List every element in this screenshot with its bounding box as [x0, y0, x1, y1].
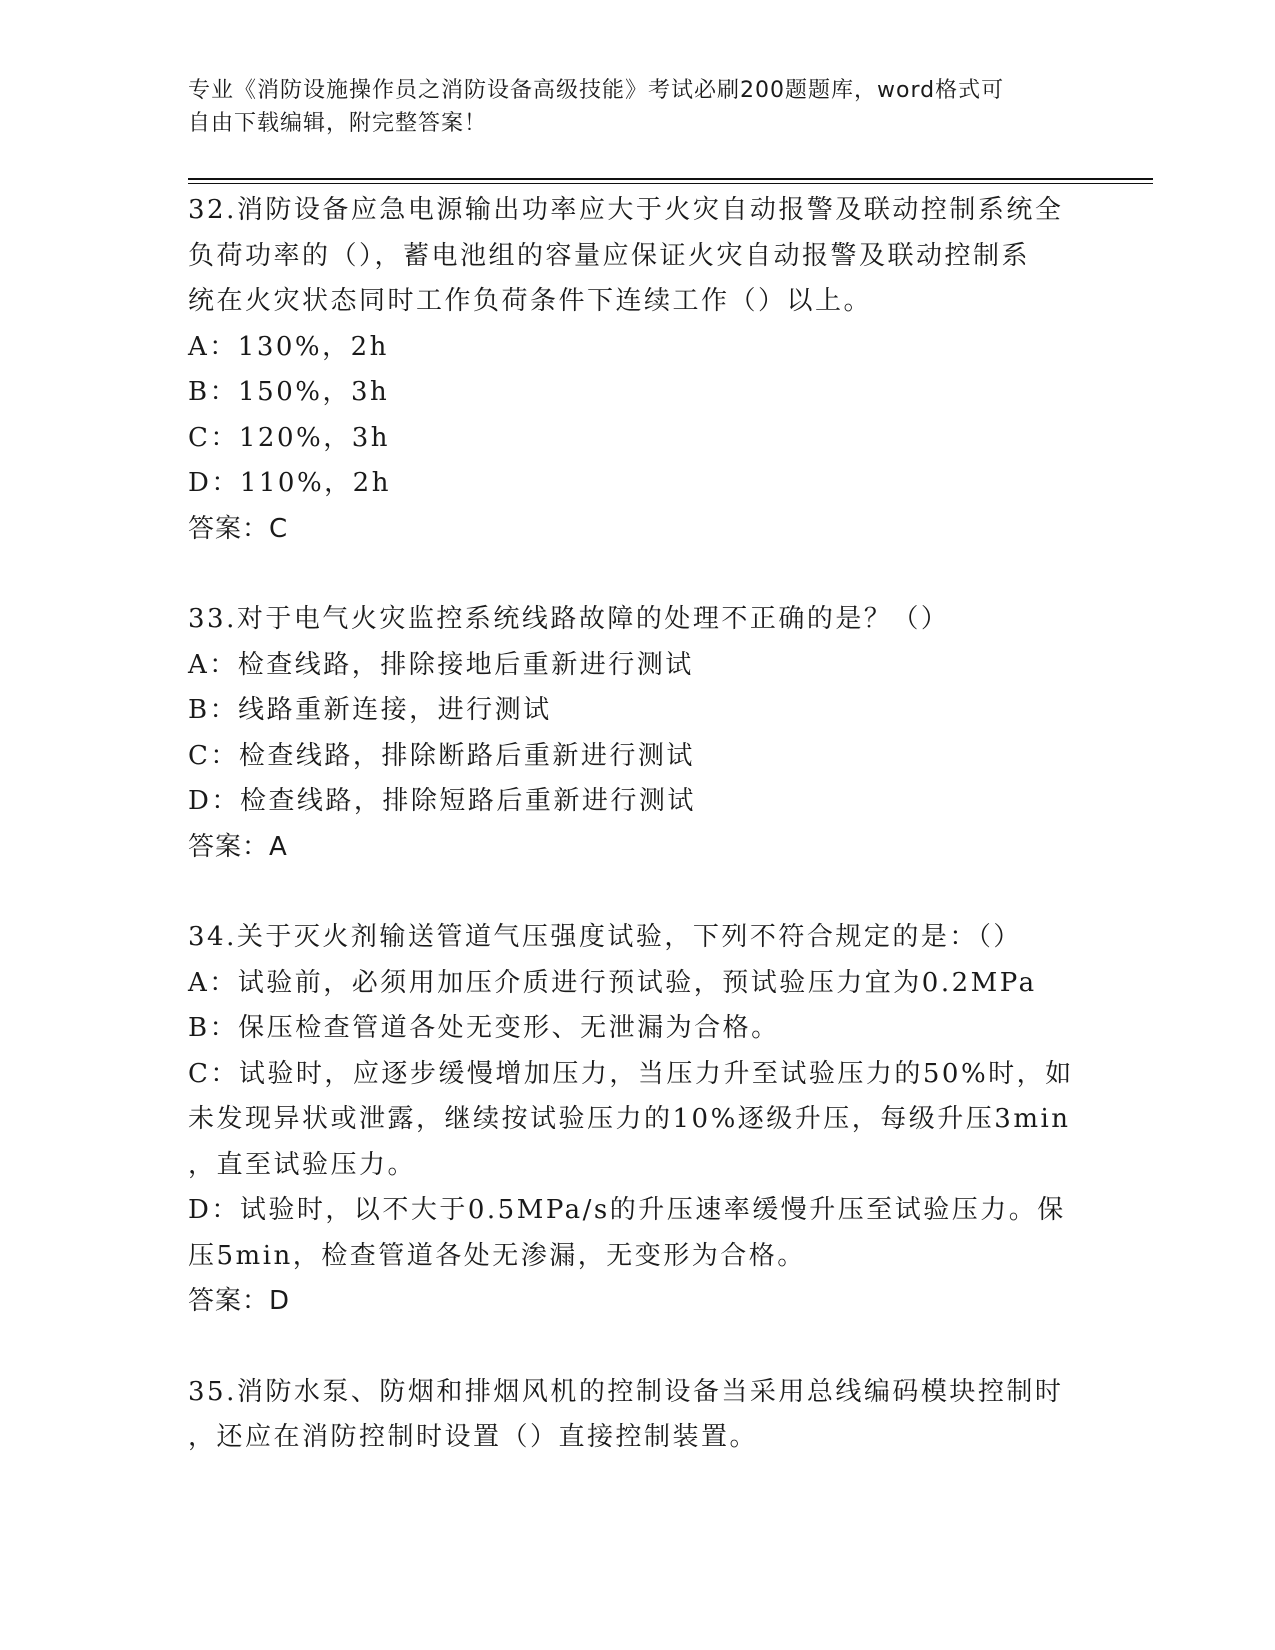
- stem-line: 统在火灾状态同时工作负荷条件下连续工作（）以上。: [188, 286, 873, 316]
- question-stem: [188, 188, 1088, 325]
- option-c: C：检查线路，排除断路后重新进行测试: [188, 740, 695, 771]
- question-33: [188, 597, 1088, 870]
- question-stem: [188, 597, 1088, 643]
- option-line: ，直至试验压力。: [188, 1149, 417, 1180]
- question-stem: [188, 915, 1088, 961]
- question-34: [188, 915, 1088, 1325]
- option-b: B：线路重新连接，进行测试: [188, 695, 552, 725]
- option-a: A：试验前，必须用加压介质进行预试验，预试验压力宜为0.2MPa: [188, 967, 1037, 998]
- header-line-2: 自由下载编辑，附完整答案！: [188, 111, 488, 136]
- option-c: [188, 1052, 1088, 1189]
- question-list: [188, 188, 1088, 1461]
- stem-line: 35.消防水泵、防烟和排烟风机的控制设备当采用总线编码模块控制时: [188, 1376, 1064, 1407]
- header-line-1: 专业《消防设施操作员之消防设备高级技能》考试必刷200题题库，word格式可: [188, 78, 1005, 103]
- question-stem: [188, 1370, 1088, 1461]
- document-header: [188, 74, 1068, 140]
- option-c: C：120%，3h: [188, 422, 391, 453]
- answer: 答案：C: [188, 513, 289, 544]
- option-d: D：110%，2h: [188, 468, 391, 498]
- answer: 答案：D: [188, 1286, 291, 1316]
- option-b: B：保压检查管道各处无变形、无泄漏为合格。: [188, 1013, 780, 1043]
- option-a: A：130%，2h: [188, 331, 389, 362]
- question-35: [188, 1370, 1088, 1461]
- option-d: [188, 1188, 1088, 1279]
- answer: 答案：A: [188, 831, 288, 862]
- stem-line: 负荷功率的（），蓄电池组的容量应保证火灾自动报警及联动控制系: [188, 240, 1031, 271]
- header-divider-thick: [188, 178, 1153, 180]
- header-divider-thin: [188, 183, 1153, 184]
- option-a: A：检查线路，排除接地后重新进行测试: [188, 649, 694, 680]
- option-d: D：检查线路，排除短路后重新进行测试: [188, 786, 696, 816]
- option-b: B：150%，3h: [188, 377, 390, 407]
- stem-line: 33.对于电气火灾监控系统线路故障的处理不正确的是？（）: [188, 604, 950, 634]
- stem-line: ，还应在消防控制时设置（）直接控制装置。: [188, 1422, 759, 1452]
- option-line: D：试验时，以不大于0.5MPa/s的升压速率缓慢升压至试验压力。保: [188, 1195, 1066, 1225]
- option-line: C：试验时，应逐步缓慢增加压力，当压力升至试验压力的50%时，如: [188, 1058, 1074, 1089]
- stem-line: 32.消防设备应急电源输出功率应大于火灾自动报警及联动控制系统全: [188, 195, 1064, 225]
- question-32: [188, 188, 1088, 552]
- stem-line: 34.关于灭火剂输送管道气压强度试验，下列不符合规定的是：（）: [188, 922, 1022, 952]
- option-line: 压5min，检查管道各处无渗漏，无变形为合格。: [188, 1240, 806, 1271]
- option-line: 未发现异状或泄露，继续按试验压力的10%逐级升压，每级升压3min: [188, 1104, 1071, 1134]
